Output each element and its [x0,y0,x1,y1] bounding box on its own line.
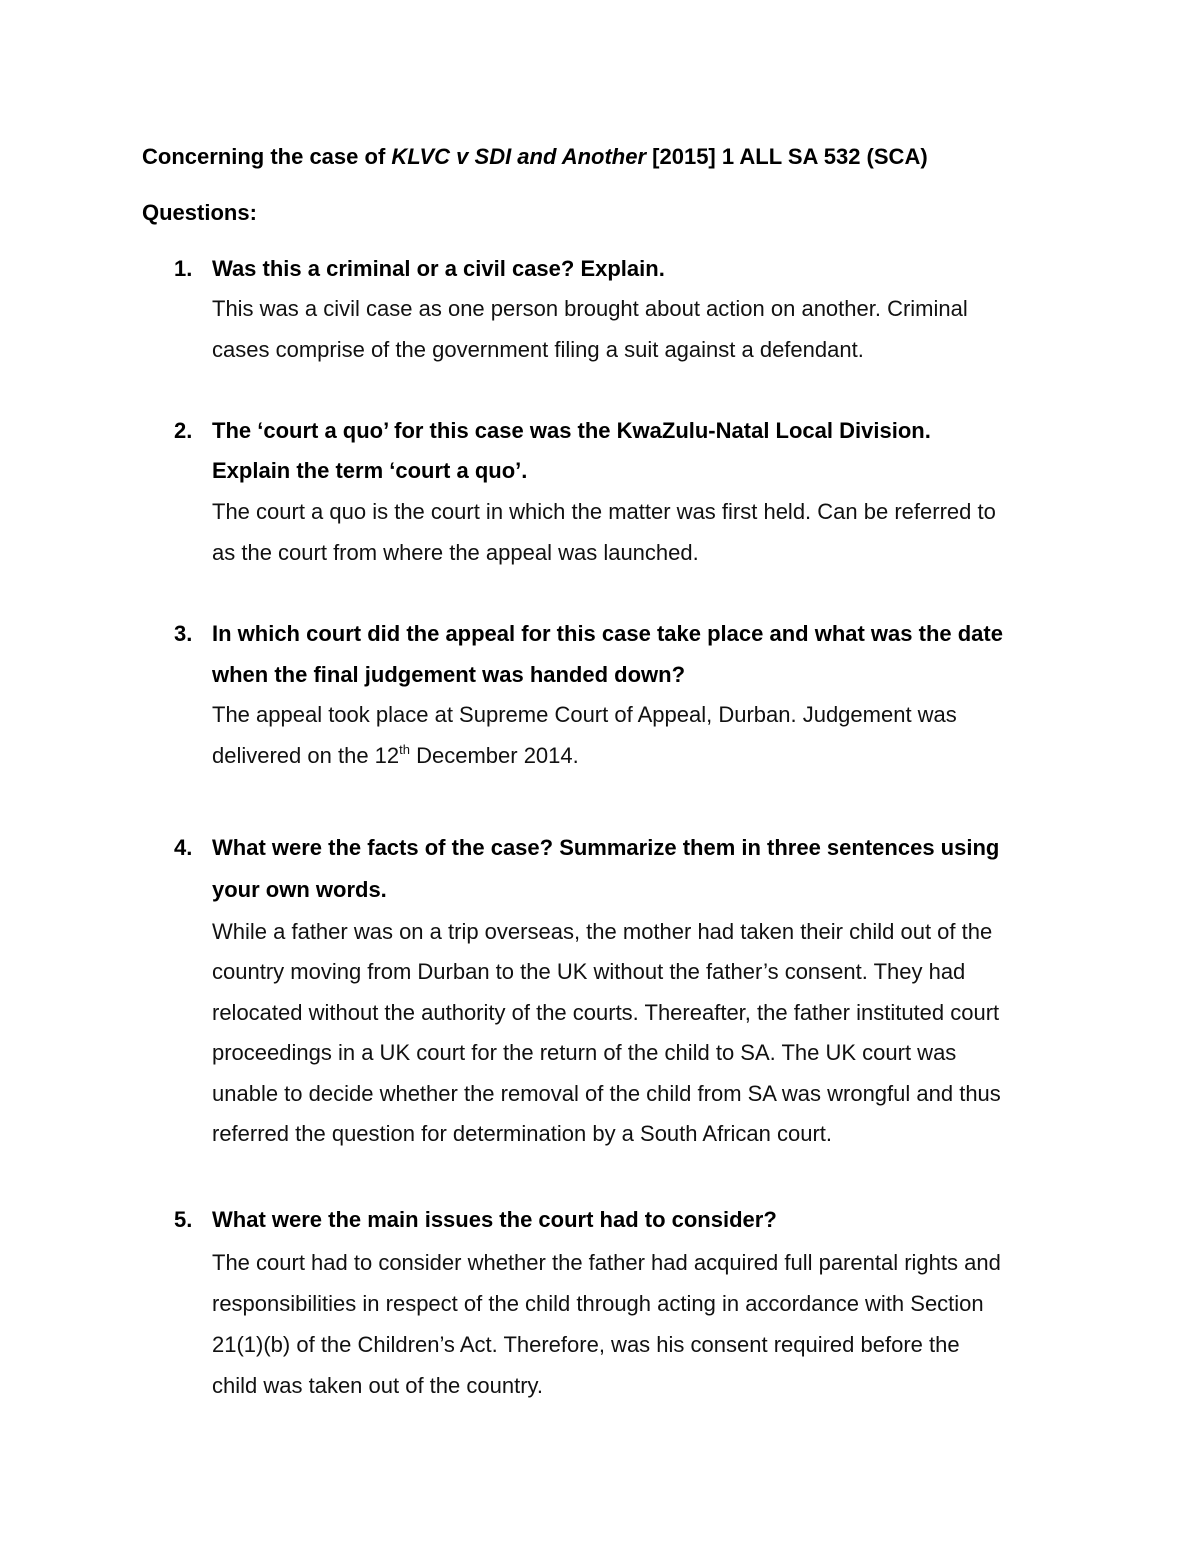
answer-date-before: delivered on the 12 [212,743,400,768]
answer-text: The court had to consider whether the father had acquired full parental rights and [212,1250,1001,1275]
answer-text: responsibilities in respect of the child through acting in accordance with Section [212,1291,984,1316]
question-text: What were the main issues the court had to consider? [212,1207,777,1232]
answer-text: cases comprise of the government filing a suit against a defendant. [212,337,864,362]
title-prefix: Concerning the case of [142,144,392,169]
question-text: Explain the term ‘court a quo’. [212,458,528,483]
ordinal-superscript: th [399,742,410,757]
question-text: when the final judgement was handed down? [212,662,686,687]
answer-text: child was taken out of the country. [212,1373,543,1398]
question-text: The ‘court a quo’ for this case was the KwaZulu-Natal Local Division. [212,418,931,443]
questions-heading: Questions: [142,200,257,225]
document-title [142,143,928,171]
question-text: What were the facts of the case? Summarize them in three sentences using [212,835,1000,860]
question-number: 5. [174,1207,193,1232]
question-number: 4. [174,835,193,860]
question-number: 1. [174,256,193,281]
answer-date-line [212,742,579,770]
answer-text: While a father was on a trip overseas, the mother had taken their child out of the [212,919,993,944]
answer-text: The court a quo is the court in which the matter was first held. Can be referred to [212,499,996,524]
answer-date-after: December 2014. [409,743,579,768]
answer-text: referred the question for determination by a South African court. [212,1121,833,1146]
answer-text: 21(1)(b) of the Children’s Act. Therefore, was his consent required before the [212,1332,960,1357]
title-case-name: KLVC v SDI and Another [391,144,647,169]
question-text: your own words. [212,877,387,902]
question-number: 2. [174,418,193,443]
answer-text: unable to decide whether the removal of the child from SA was wrongful and thus [212,1081,1001,1106]
question-text: Was this a criminal or a civil case? Explain. [212,256,665,281]
answer-text: proceedings in a UK court for the return of the child to SA. The UK court was [212,1040,957,1065]
answer-text: This was a civil case as one person brought about action on another. Criminal [212,296,968,321]
answer-text: The appeal took place at Supreme Court of Appeal, Durban. Judgement was [212,702,957,727]
answer-text: country moving from Durban to the UK without the father’s consent. They had [212,959,966,984]
answer-text: relocated without the authority of the courts. Thereafter, the father instituted court [212,1000,1000,1025]
question-number: 3. [174,621,193,646]
title-citation: [2015] 1 ALL SA 532 (SCA) [646,144,928,169]
question-text: In which court did the appeal for this case take place and what was the date [212,621,1003,646]
answer-text: as the court from where the appeal was launched. [212,540,699,565]
